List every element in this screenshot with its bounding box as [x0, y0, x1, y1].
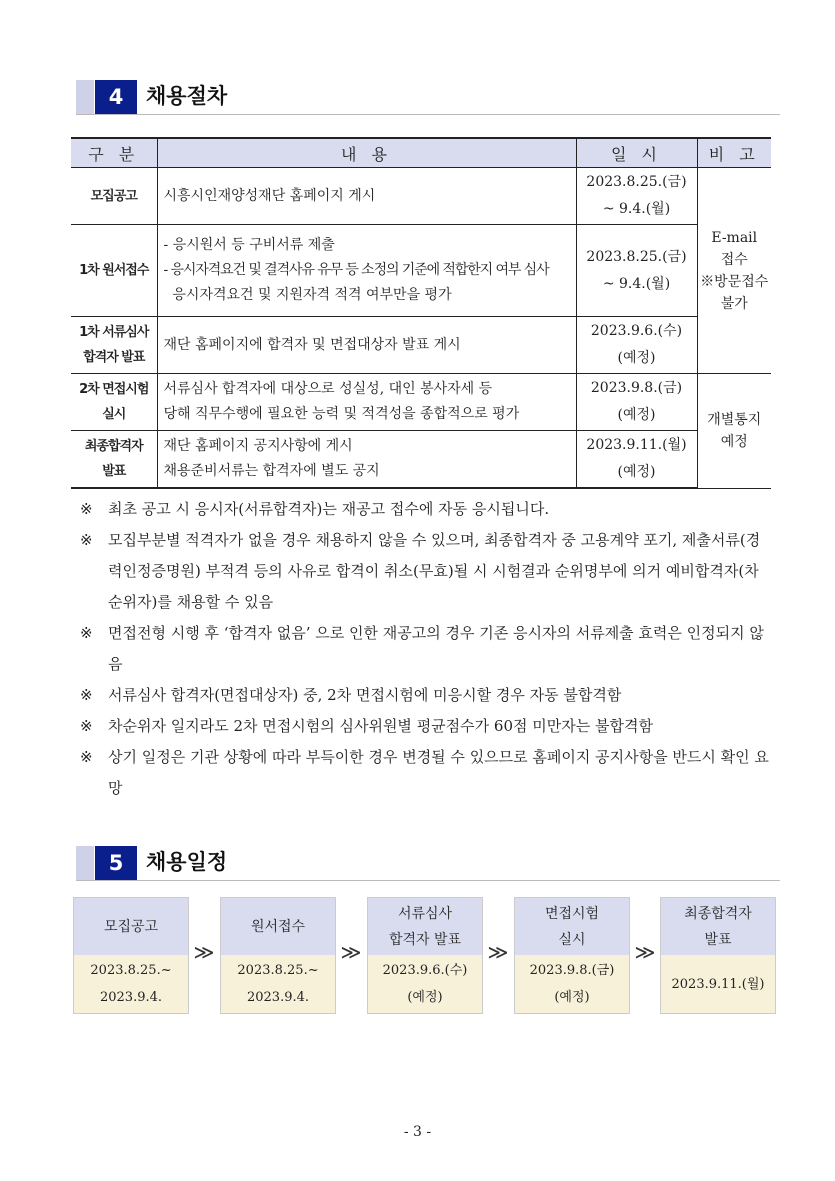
header-date: 일 시 [576, 138, 697, 168]
row-category: 1차 원서접수 [71, 225, 157, 317]
arrow-icon: ≫ [487, 940, 509, 964]
schedule-step: 최종합격자 발표 2023.9.11.(월) [660, 897, 776, 1014]
schedule-step: 서류심사 합격자 발표 2023.9.6.(수) (예정) [367, 897, 483, 1014]
row-content: - 응시원서 등 구비서류 제출 - 응시자격요건 및 결격사유 유무 등 소정의 기준에 적합한지 여부 심사 응시자격요건 및 지원자격 적격 여부만을 평가 [157, 225, 576, 317]
procedure-table [71, 137, 771, 489]
row-category: 2차 면접시험 실시 [71, 374, 157, 431]
note-item: ※ 면접전형 시행 후 ‘합격자 없음’ 으로 인한 재공고의 경우 기존 응시자의 서류제출 효력은 인정되지 않음 [80, 624, 764, 673]
schedule-step: 원서접수 2023.8.25.~ 2023.9.4. [220, 897, 336, 1014]
schedule-step: 모집공고 2023.8.25.~ 2023.9.4. [73, 897, 189, 1014]
row-category: 1차 서류심사 합격자 발표 [71, 317, 157, 374]
note-item: ※ 모집부분별 적격자가 없을 경우 채용하지 않을 수 있으며, 최종합격자 중 고용계약 포기, 제출서류(경력인정증명원) 부적격 등의 사유로 합격이 취소(무효)될 시 시험결과 순위명부에 의거 예비합격자(차순위자)를 채용할 수 있음 [80, 531, 761, 611]
table-row [71, 168, 771, 225]
row-content: 서류심사 합격자에 대상으로 성실성, 대인 봉사자세 등 당해 직무수행에 필요한 능력 및 적격성을 종합적으로 평가 [157, 374, 576, 431]
schedule-step: 면접시험 실시 2023.9.8.(금) (예정) [514, 897, 630, 1014]
row-date: 2023.8.25.(금) ~ 9.4.(월) [576, 168, 697, 225]
row-content: 재단 홈페이지에 합격자 및 면접대상자 발표 게시 [157, 317, 576, 374]
note-item: ※ 서류심사 합격자(면접대상자) 중, 2차 면접시험에 미응시할 경우 자동 불합격함 [80, 686, 622, 704]
page-number: - 3 - [403, 1124, 432, 1140]
section-5-header [76, 846, 780, 881]
table-row [71, 374, 771, 431]
section-bar [76, 80, 94, 114]
note-email: E-mail 접수 ※방문접수 불가 [697, 168, 771, 374]
table-row [71, 317, 771, 374]
row-content: 시흥시인재양성재단 홈페이지 게시 [157, 168, 576, 225]
row-category: 최종합격자 발표 [71, 431, 157, 489]
row-content: 재단 홈페이지 공지사항에 게시 채용준비서류는 합격자에 별도 공지 [157, 431, 576, 489]
header-content: 내 용 [157, 138, 576, 168]
header-category: 구 분 [71, 138, 157, 168]
section-title: 채용일정 [146, 850, 228, 874]
note-individual: 개별통지 예정 [697, 374, 771, 489]
note-item: ※ 차순위자 일지라도 2차 면접시험의 심사위원별 평균점수가 60점 미만자는 불합격함 [80, 717, 653, 735]
table-row [71, 225, 771, 317]
arrow-icon: ≫ [634, 940, 656, 964]
note-item: ※ 상기 일정은 기관 상황에 따라 부득이한 경우 변경될 수 있으므로 홈페이지 공지사항을 반드시 확인 요망 [80, 748, 769, 797]
note-item: ※ 최초 공고 시 응시자(서류합격자)는 재공고 접수에 자동 응시됩니다. [80, 500, 550, 518]
arrow-icon: ≫ [193, 940, 215, 964]
row-category: 모집공고 [71, 168, 157, 225]
table-row [71, 431, 771, 489]
section-title: 채용절차 [146, 84, 228, 108]
row-date: 2023.9.8.(금) (예정) [576, 374, 697, 431]
row-date: 2023.8.25.(금) ~ 9.4.(월) [576, 225, 697, 317]
section-number: 5 [95, 846, 137, 880]
arrow-icon: ≫ [340, 940, 362, 964]
row-date: 2023.9.11.(월) (예정) [576, 431, 697, 489]
header-note: 비 고 [697, 138, 771, 168]
section-number: 4 [95, 80, 137, 114]
schedule-flow [73, 897, 775, 1015]
section-bar [76, 846, 94, 880]
section-4-header [76, 80, 780, 115]
row-date: 2023.9.6.(수) (예정) [576, 317, 697, 374]
notes-list [80, 494, 770, 804]
